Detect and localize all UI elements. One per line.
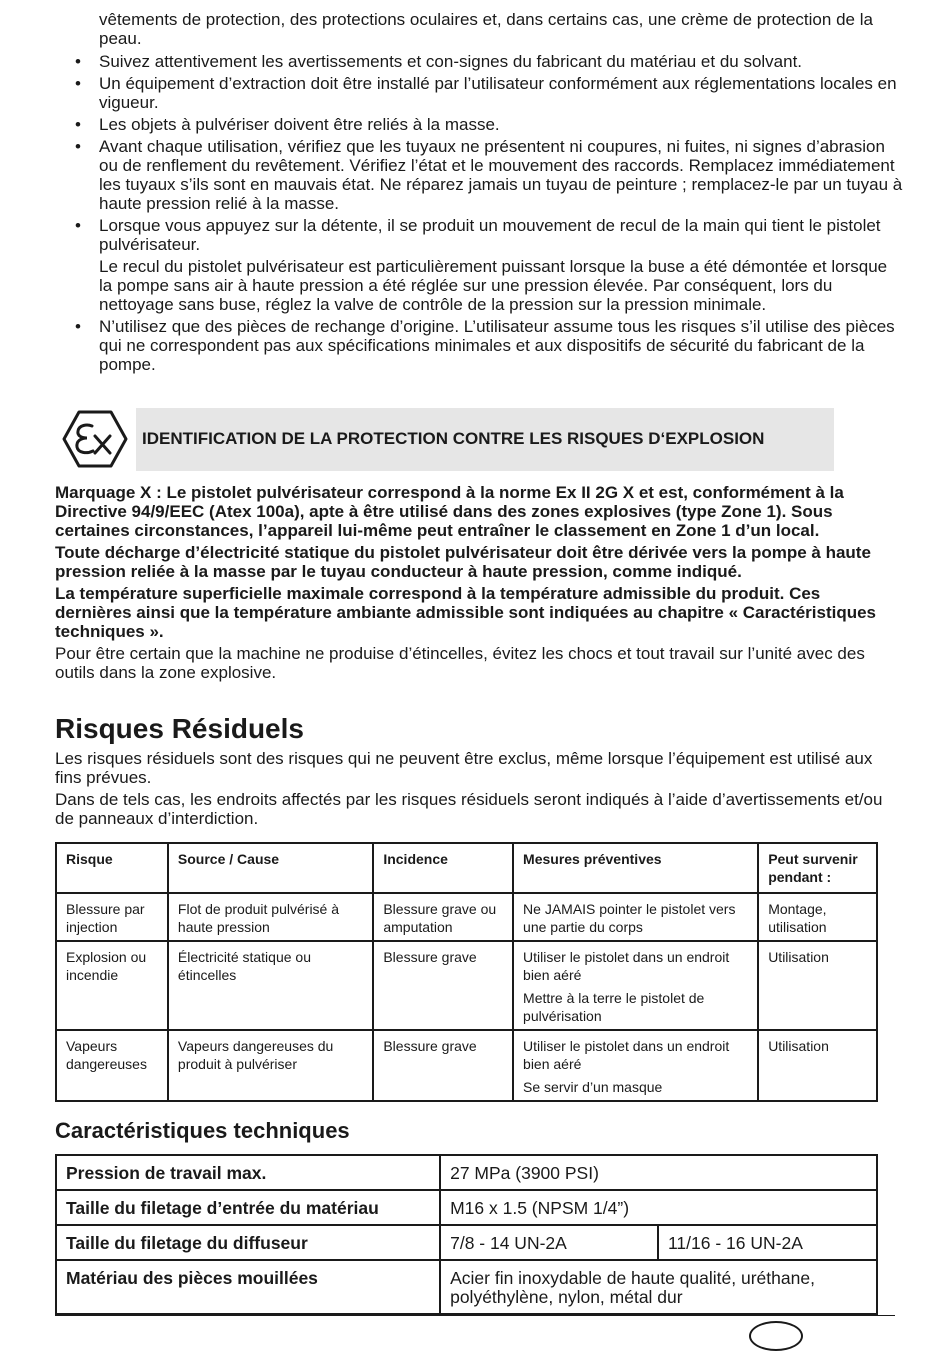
explosion-protection-text xyxy=(55,483,900,685)
bullet-marker: • xyxy=(75,137,81,156)
spec-label: Pression de travail max. xyxy=(56,1155,440,1190)
bullet-text: Avant chaque utilisation, vérifiez que les tuyaux ne présentent ni coupures, ni fuites, ni signes d’abrasion ou de renflement du revêtement. Vérifiez l’état et le mouvement des raccords. Remplacez immédiatement les tuyaux s’ils sont en mauvais état. Ne réparez jamais un tuyau de peinture ; remplacez-le par un tuyau à haute pression relié à la masse. xyxy=(99,137,903,213)
spec-value: Acier fin inoxydable de haute qualité, uréthane, polyéthylène, nylon, métal dur xyxy=(440,1260,877,1314)
residual-paragraph: Dans de tels cas, les endroits affectés par les risques résiduels seront indiqués à l’aide d’avertissements et/ou de panneaux d’interdiction. xyxy=(55,790,883,828)
cell-incidence: Blessure grave xyxy=(373,941,513,1030)
bullet-marker: • xyxy=(75,216,81,235)
measure-text: Utiliser le pistolet dans un endroit bien aéré xyxy=(523,949,730,983)
bullet-item xyxy=(75,216,905,314)
marking-paragraph: Marquage X : Le pistolet pulvérisateur correspond à la norme Ex II 2G X et est, conformément à la Directive 94/9/EEC (Atex 100a), apte à être utilisé dans des zones explosives (type Zone 1). Sous certaines circonstances, l’appareil lui-même peut entraîner le classement en Zone 1 d’un local. xyxy=(55,483,844,540)
cell-source: Électricité statique ou étincelles xyxy=(168,941,373,1030)
cell-risk: Explosion ou incendie xyxy=(56,941,168,1030)
spec-row xyxy=(56,1260,877,1314)
ex-explosion-hexagon-icon xyxy=(62,409,128,469)
bullet-marker: • xyxy=(75,74,81,93)
bullet-text: Lorsque vous appuyez sur la détente, il se produit un mouvement de recul de la main qui tient le pistolet pulvérisateur. xyxy=(99,216,881,254)
surface-temperature-paragraph: La température superficielle maximale correspond à la température admissible du produit. Ces dernières ainsi que la température ambiante admissible sont indiquées au chapitre « Caractéristiques techniques ». xyxy=(55,584,877,641)
bullet-item xyxy=(75,115,905,134)
bullet-text: Les objets à pulvériser doivent être reliés à la masse. xyxy=(99,115,500,134)
measure-text: Utiliser le pistolet dans un endroit bien aéré xyxy=(523,1038,730,1072)
page-number-oval xyxy=(749,1321,803,1351)
ex-banner-title: IDENTIFICATION DE LA PROTECTION CONTRE LES RISQUES D‘EXPLOSION xyxy=(142,429,765,448)
cell-when: Utilisation xyxy=(758,1030,877,1101)
bullet-item xyxy=(75,74,905,112)
table-row xyxy=(56,893,877,941)
intro-continuation: vêtements de protection, des protections oculaires et, dans certains cas, une crème de protection de la peau. xyxy=(99,10,873,48)
spark-avoidance-paragraph: Pour être certain que la machine ne produise d’étincelles, évitez les chocs et tout travail sur l’unité avec des outils dans la zone explosive. xyxy=(55,644,865,682)
bullet-item xyxy=(75,317,905,374)
bullet-text: Un équipement d’extraction doit être installé par l’utilisateur conformément aux réglementations locales en vigueur. xyxy=(99,74,897,112)
static-discharge-paragraph: Toute décharge d’électricité statique du pistolet pulvérisateur doit être dérivée vers la pompe à haute pression reliée à la masse par le tuyau conducteur à haute pression, comme indiqué. xyxy=(55,543,871,581)
spec-label: Matériau des pièces mouillées xyxy=(56,1260,440,1314)
cell-risk: Blessure par injection xyxy=(56,893,168,941)
spec-row xyxy=(56,1225,877,1260)
spec-value: M16 x 1.5 (NPSM 1/4”) xyxy=(440,1190,877,1225)
header-when: Peut survenir pendant : xyxy=(758,843,877,893)
cell-risk: Vapeurs dangereuses xyxy=(56,1030,168,1101)
tech-specs-table xyxy=(55,1154,878,1315)
cell-incidence: Blessure grave ou amputation xyxy=(373,893,513,941)
header-measures: Mesures préventives xyxy=(513,843,758,893)
residual-risk-table xyxy=(55,842,878,1102)
ex-protection-banner xyxy=(136,408,834,471)
residual-risks-title: Risques Résiduels xyxy=(55,713,304,744)
residual-paragraph: Les risques résiduels sont des risques qui ne peuvent être exclus, même lorsque l’équipement est utilisé aux fins prévues. xyxy=(55,749,873,787)
footer-divider xyxy=(55,1315,895,1316)
cell-source: Flot de produit pulvérisé à haute pression xyxy=(168,893,373,941)
cell-measures xyxy=(513,893,758,941)
cell-incidence: Blessure grave xyxy=(373,1030,513,1101)
tech-specs-title: Caractéristiques techniques xyxy=(55,1118,350,1143)
spec-value: 27 MPa (3900 PSI) xyxy=(440,1155,877,1190)
spec-row xyxy=(56,1190,877,1225)
bullet-text: Suivez attentivement les avertissements et con-signes du fabricant du matériau et du solvant. xyxy=(99,52,803,71)
spec-row xyxy=(56,1155,877,1190)
bullet-marker: • xyxy=(75,52,81,71)
cell-when: Utilisation xyxy=(758,941,877,1030)
measure-text: Se servir d’un masque xyxy=(523,1079,663,1095)
cell-measures xyxy=(513,1030,758,1101)
header-risk: Risque xyxy=(56,843,168,893)
bullet-extra-text: Le recul du pistolet pulvérisateur est particulièrement puissant lorsque la buse a été démontée et lorsque la pompe sans air à haute pression a été réglée sur une pression élevée. Par conséquent, lors du nettoyage sans buse, réglez la valve de contrôle de la pression sur la pression minimale. xyxy=(99,257,888,314)
spec-value: 11/16 - 16 UN-2A xyxy=(658,1225,877,1260)
spec-label: Taille du filetage du diffuseur xyxy=(56,1225,440,1260)
spec-value: 7/8 - 14 UN-2A xyxy=(440,1225,658,1260)
bullet-text: N’utilisez que des pièces de rechange d’origine. L’utilisateur assume tous les risques s’il utilise des pièces qui ne correspondent pas aux spécifications minimales et aux dispositifs de sécurité du fabricant de la pompe. xyxy=(99,317,895,374)
safety-bullet-list xyxy=(75,52,905,377)
table-row xyxy=(56,941,877,1030)
measure-text: Ne JAMAIS pointer le pistolet vers une partie du corps xyxy=(523,901,736,935)
spec-label: Taille du filetage d’entrée du matériau xyxy=(56,1190,440,1225)
cell-source: Vapeurs dangereuses du produit à pulvériser xyxy=(168,1030,373,1101)
measure-text: Mettre à la terre le pistolet de pulvérisation xyxy=(523,990,705,1024)
cell-measures xyxy=(513,941,758,1030)
residual-risks-text xyxy=(55,749,885,831)
header-incidence: Incidence xyxy=(373,843,513,893)
header-source: Source / Cause xyxy=(168,843,373,893)
bullet-marker: • xyxy=(75,317,81,336)
table-header-row xyxy=(56,843,877,893)
table-row xyxy=(56,1030,877,1101)
cell-when: Montage, utilisation xyxy=(758,893,877,941)
bullet-marker: • xyxy=(75,115,81,134)
bullet-item xyxy=(75,52,905,71)
bullet-item xyxy=(75,137,905,213)
